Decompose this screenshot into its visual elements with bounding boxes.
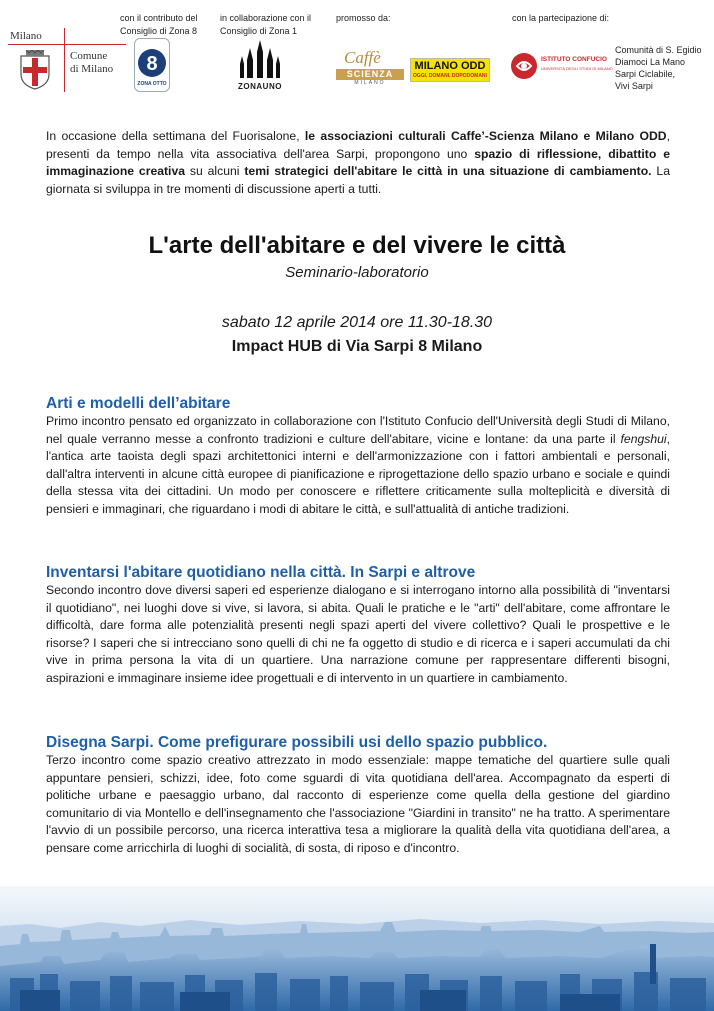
event-title: L'arte dell'abitare e del vivere le città xyxy=(148,232,566,259)
section-text: Primo incontro pensato ed organizzato in collaborazione con l'Istituto Confucio dell'Università degli Studi di Milano, nel quale verranno messe a confronto tradizioni e culture dell'abitare, vicine e lontane: da una parte il xyxy=(46,414,670,446)
milanodd-sub: OGGI, DOMANI, DOPODOMANI xyxy=(413,73,487,79)
section-heading: Disegna Sarpi. Come prefigurare possibili usi dello spazio pubblico. xyxy=(46,734,548,751)
milano-odd-logo xyxy=(410,58,490,82)
comune-name: Comune di Milano xyxy=(70,50,114,75)
intro-space: spazio di riflessione, dibattito e immaginazione creativa xyxy=(46,146,670,178)
intro-text: , presenti da tempo nella vita associativa dell'area Sarpi, propongono uno xyxy=(46,129,670,161)
milano-crest-icon xyxy=(18,50,52,90)
confucio-icon xyxy=(510,52,538,80)
fengshui-term: fengshui xyxy=(620,431,667,446)
section-text: , l'antica arte taoista degli spazi architettonici interni e dell'armonizzazione con i fattori ambientali e personali, dall'altra interventi in alcune città europee di pianificazione e riprogettazione dello spazio urbano e sociale e quindi della stessa vita dei cittadini. Un modo per conoscere e riflettere criticamente sulla molteplicità e diversità di pensieri e immaginari, che riguardano i modi di abitare le città, e sull'attualità di antiche tradizioni. xyxy=(46,431,670,516)
intro-text: su alcuni xyxy=(185,164,245,178)
promoter-label: promosso da: xyxy=(336,13,391,23)
sponsor-strip xyxy=(0,0,714,110)
confucio-sub: UNIVERSITÀ DEGLI STUDI DI MILANO xyxy=(541,66,613,71)
event-subtitle: Seminario-laboratorio xyxy=(285,264,429,281)
intro-text: La giornata si sviluppa in tre momenti di discussione aperti a tutti. xyxy=(46,164,670,196)
section-3 xyxy=(46,733,670,857)
comune-milano-logo xyxy=(8,28,126,98)
svg-text:8: 8 xyxy=(146,53,158,75)
zona8-text: ZONA OTTO xyxy=(137,81,167,87)
istituto-confucio-logo xyxy=(510,52,613,82)
section-heading: Inventarsi l'abitare quotidiano nella città. In Sarpi e altrove xyxy=(46,564,476,581)
divider xyxy=(8,44,126,45)
event-venue: Impact HUB di Via Sarpi 8 Milano xyxy=(231,338,483,355)
zona1-logo xyxy=(236,38,284,94)
zona8-logo xyxy=(134,38,170,92)
milanodd-text: MILANO ODD xyxy=(414,60,486,72)
section-body: Secondo incontro dove diversi saperi ed esperienze dialogano e si interrogano intorno alla possibilità di "inventarsi il quotidiano", nei luoghi dove si vive, si lavora, si abita. Quali le pratiche e le "arti" dell'abitare, come affrontare le difficoltà, dare forma alle potenzialità presenti negli spazi aperti del vivere collettivo? Quali le prospettive e le risorse? I saperi che si intrecciano sono quelli di chi ne fa oggetto di studio e di ricerca e i saperi accumulati da chi vive in prima persona la vita di un quartiere. Una narrazione comune per rappresentare differenti bisogni, aspirazioni e immaginare insieme idee progettuali e di intervento in un quartiere in cambiamento. xyxy=(46,583,670,685)
zona1-label: in collaborazione con il Consiglio di Zona 1 xyxy=(220,13,312,36)
divider xyxy=(64,28,65,92)
caffe-city: MILANO xyxy=(354,80,386,86)
caffe-sub: SCIENZA xyxy=(336,69,404,80)
cityscape-illustration xyxy=(0,886,714,1011)
section-body xyxy=(46,413,670,518)
section-1 xyxy=(46,394,670,518)
section-heading: Arti e modelli dell’abitare xyxy=(46,395,231,412)
participation-label: con la partecipazione di: xyxy=(512,13,610,23)
duomo-icon xyxy=(236,38,284,82)
milano-cityscape-image xyxy=(0,886,714,1011)
section-body: Terzo incontro come spazio creativo attrezzato in modo essenziale: mappe tematiche del quartiere sulle quali appuntare pensieri, schizzi, idee, foto come sguardi di vita quotidiana dell'area. Accompagnato da esperti di politiche urbane e paesaggio urbano, dal racconto di esperienze come quella della gestione del giardino comunitario di via Montello e dell'insegnamento che l'associazione "Giardini in transito" ne ha tratto. A sperimentare l'avvio di un possibile percorso, una ricerca interattiva tesa a migliorare la qualità della vita quotidiana dell'area, a pensare come arricchirla di luoghi di socialità, di sosta, di riposo e d'incontro. xyxy=(46,753,670,855)
zona1-text: ZONAUNO xyxy=(238,82,282,91)
confucio-text: ISTITUTO CONFUCIO xyxy=(541,56,607,63)
intro-associations: le associazioni culturali Caffe’-Scienza Milano e Milano ODD xyxy=(304,129,667,143)
partners-list: Comunità di S. Egidio Diamoci La Mano Sarpi Ciclabile, Vivi Sarpi xyxy=(615,45,702,91)
intro-paragraph xyxy=(46,128,670,198)
event-date: sabato 12 aprile 2014 ore 11.30-18.30 xyxy=(221,314,493,331)
caffe-scienza-logo xyxy=(336,48,406,88)
section-2 xyxy=(46,563,670,687)
caffe-text: Caffè xyxy=(344,48,381,67)
zona8-icon xyxy=(135,43,169,83)
intro-text: In occasione della settimana del Fuorisalone, xyxy=(46,129,305,143)
zona8-label: con il contributo del Consiglio di Zona 8 xyxy=(120,13,198,36)
milano-title: Milano xyxy=(10,30,42,42)
intro-themes: temi strategici dell'abitare le città in una situazione di cambiamento. xyxy=(244,164,652,178)
